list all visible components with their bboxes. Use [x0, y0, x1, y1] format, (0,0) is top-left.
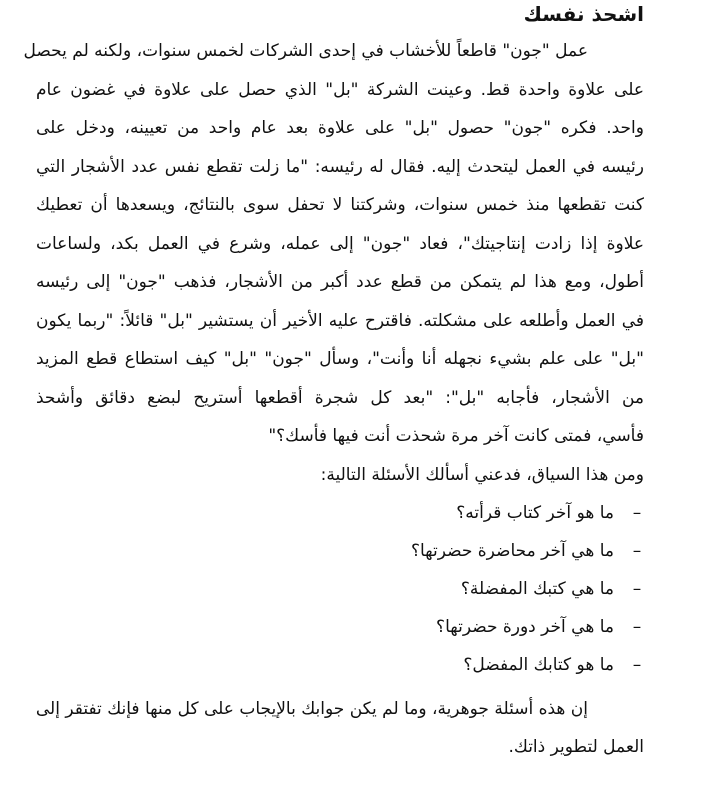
story-line: علاوة إذا زادت إنتاجيتك"، فعاد "جون" إلى عمله، وشرع في العمل بكد، ولساعات: [36, 233, 644, 254]
story-line: على علاوة واحدة قط. وعينت الشركة "بل" الذي حصل على علاوة في غضون عام: [36, 79, 644, 100]
questions-intro: ومن هذا السياق، فدعني أسألك الأسئلة التالية:: [320, 464, 644, 485]
section-title: اشحذ نفسك: [523, 2, 644, 26]
story-line: رئيسه في العمل ليتحدث إليه. فقال له رئيسه: "ما زلت تقطع نفس عدد الأشجار التي: [36, 156, 644, 177]
question-text: ما هي آخر دورة حضرتها؟: [436, 616, 614, 637]
story-line: كنت تقطعها منذ خمس سنوات، وشركتنا لا تحفل سوى بالنتائج، ويسعدها أن تعطيك: [36, 195, 644, 215]
dash-bullet-icon: –: [632, 578, 642, 599]
conclusion-line: العمل لتطوير ذاتك.: [508, 737, 644, 757]
story-line: عمل "جون" قاطعاً للأخشاب في إحدى الشركات لخمس سنوات، ولكنه لم يحصل: [23, 41, 588, 61]
question-item: [36, 646, 644, 684]
question-item: [36, 608, 644, 646]
question-text: ما هي آخر محاضرة حضرتها؟: [410, 540, 614, 561]
story-line: أطول، ومع هذا لم يتمكن من قطع عدد أكبر من الأشجار، فذهب "جون" إلى رئيسه: [36, 272, 644, 292]
question-item: [36, 532, 644, 570]
question-text: ما هي كتبك المفضلة؟: [460, 578, 614, 599]
story-line: من الأشجار، فأجابه "بل": "بعد كل شجرة أقطعها أستريح لبضع دقائق وأشحذ: [36, 387, 644, 408]
story-paragraph: [23, 32, 700, 456]
question-item: [36, 570, 644, 608]
story-line: في العمل وأطلعه على مشكلته. فاقترح عليه الأخير أن يستشير "بل" قائلاً: "ربما يكون: [36, 310, 644, 331]
story-line: فأسي، فمتى كانت آخر مرة شحذت أنت فيها فأسك؟": [268, 426, 644, 446]
question-item: [36, 494, 644, 532]
dash-bullet-icon: –: [632, 540, 642, 561]
conclusion-line: إن هذه أسئلة جوهرية، وما لم يكن جوابك بالإيجاب على كل منها فإنك تفتقر إلى: [35, 698, 588, 719]
story-line: واحد. فكره "جون" حصول "بل" على علاوة بعد عام واحد من تعيينه، ودخل على: [36, 118, 644, 138]
question-text: ما هو كتابك المفضل؟: [463, 654, 614, 675]
dash-bullet-icon: –: [632, 654, 642, 675]
dash-bullet-icon: –: [632, 502, 642, 523]
question-text: ما هو آخر كتاب قرأته؟: [456, 502, 614, 523]
conclusion-paragraph: [36, 690, 700, 767]
story-line: "بل" على علم بشيء نجهله أنا وأنت"، وسأل "جون" "بل" كيف استطاع قطع المزيد: [36, 349, 644, 369]
questions-list: [36, 494, 700, 684]
document-page: [23, 0, 700, 767]
dash-bullet-icon: –: [632, 616, 642, 637]
